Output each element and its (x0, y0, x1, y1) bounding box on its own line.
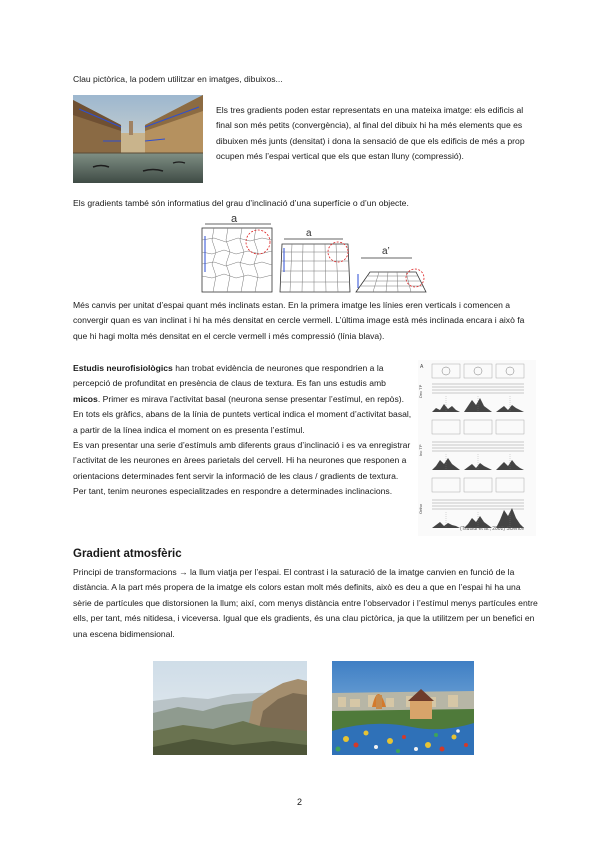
mountain-landscape-photo (153, 661, 307, 755)
gradients-explanation: Més canvis per unitat d’espai quant més inclinats estan. En la primera imatge les línies eren verticals i comencen a convergir quan es van inclinat i hi ha més densitat en cercle vermell. L’última image està més inclinada encara i això fa que hi hagi molta més densitat en el cercle vermell i més compressió (línia blava). (73, 300, 525, 341)
page-number: 2 (297, 797, 303, 807)
label-a1: a (231, 213, 238, 225)
svg-text:A: A (420, 364, 424, 370)
figure-source: (Tsutsui et al., 2002) Science (460, 526, 525, 532)
park-guell-photo (332, 661, 474, 755)
neuron-response-figure (418, 360, 536, 536)
venice-painting-image (73, 95, 203, 183)
neuro-bold-monkeys: micos (73, 393, 98, 404)
intro-line: Clau pictòrica, la podem utilitzar en imatges, dibuixos... (73, 74, 283, 84)
atmospheric-heading: Gradient atmosfèric (73, 548, 182, 560)
neuro-paragraph-2: Es van presentar una serie d’estímuls amb diferents graus d’inclinació i es va enregistrar l’activitat de les neurones en àrees parietals del cervell. Hi ha neurones que responen a orientacions determinades fent servir la informació de les claus / gradients de textura. Per tant, tenim neurones especialitzades en respondre a determinades inclinacions. (73, 440, 411, 497)
svg-text:Dec TP: Dec TP (418, 384, 423, 398)
label-a2: a (306, 228, 312, 239)
texture-gradient-figure (198, 212, 428, 296)
svg-text:Inc TP: Inc TP (418, 444, 423, 456)
venice-caption: Els tres gradients poden estar representats en una mateixa imatge: els edificis al final son més petits (convergència), al final del dibuix hi ha més elements que es dibuixen més junts (densitat) i dona la sensació de que els edificis de més a prop ocupen més l’espai vertical que els que estan lluny (compressió). (216, 105, 525, 162)
svg-text:Ortho: Ortho (418, 503, 423, 514)
atmospheric-paragraph: Principi de transformacions → la llum viatja per l’espai. El contrast i la saturació de la imatge canvien en funció de la distància. A la part més propera de la imatge els colors estan molt més definits, això es deu a que en l’espai hi ha una sèrie de partícules que distorsionen la llum; així, com menys distància entre l’observador i l’estímul menys partícules entre ells, per tant, més nitidesa, i viceversa. Igual que els gradients, és una clau pictòrica, ja que la utilitzem per un benefici en una escena bidimensional. (73, 567, 538, 639)
neuro-bold-studies: Estudis neurofisiològics (73, 363, 173, 373)
neuro-paragraph-1: Estudis neurofisiològics han trobat evidència de neurones que respondrien a la percepció de profunditat en presència de claus de textura. Es fan uns estudis amb micos. Primer es mirava l’activitat basal (neurona sense presentar l’estímul, en repòs). En tots els gràfics, abans de la línia de puntets vertical indica el moment d’activitat basal, a partir de la línea indica el moment on es presenta l’estímul. (73, 363, 412, 435)
neuro-text (73, 361, 413, 500)
label-a3: a’ (382, 246, 390, 257)
gradients-intro: Els gradients també són informatius del grau d’inclinació d’una superfície o d’un objecte. (73, 198, 409, 208)
